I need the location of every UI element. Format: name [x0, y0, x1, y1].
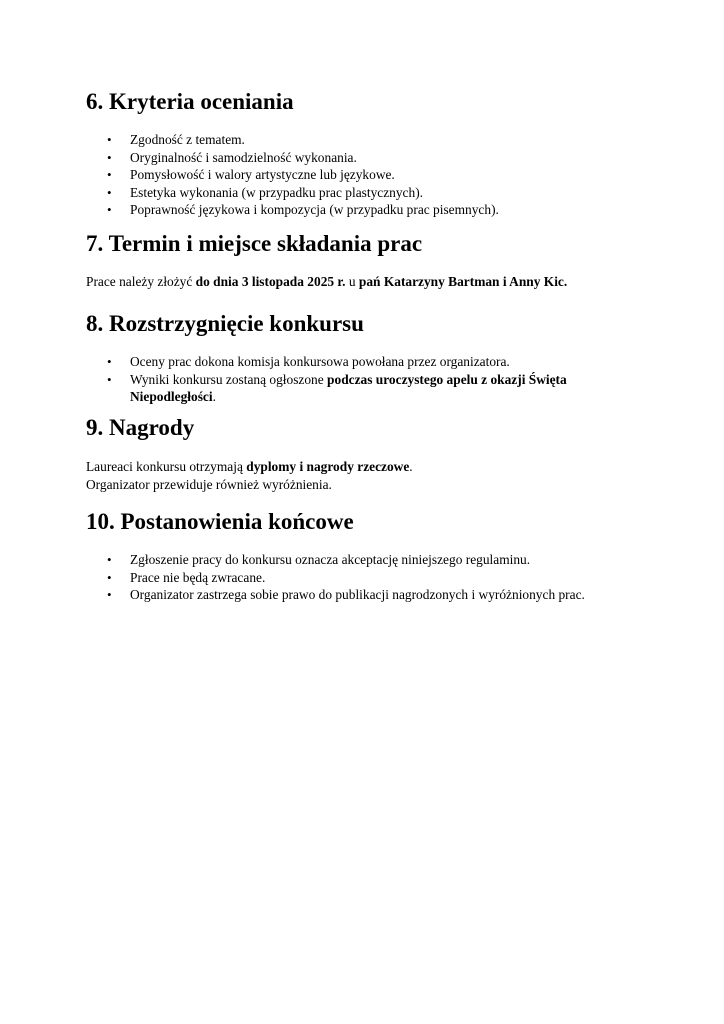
- text-span: .: [212, 389, 216, 404]
- section-heading: 7. Termin i miejsce składania prac: [86, 231, 423, 256]
- deadline-paragraph: [86, 273, 646, 291]
- section-final-provisions: [86, 508, 646, 604]
- prizes-highlight: dyplomy i nagrody rzeczowe: [246, 459, 410, 474]
- list-item: • Oryginalność i samodzielność wykonania.: [86, 149, 646, 167]
- list-item: • Prace nie będą zwracane.: [86, 569, 646, 587]
- prizes-line: [86, 458, 646, 476]
- list-item: • Zgłoszenie pracy do konkursu oznacza akceptację niniejszego regulaminu.: [86, 551, 646, 569]
- text-span: Wyniki konkursu zostaną ogłoszone: [130, 371, 328, 387]
- section-heading: 10. Postanowienia końcowe: [86, 509, 354, 534]
- announcement-event: podczas uroczystego apelu z okazji Święta Niepodległości: [130, 371, 567, 404]
- section-heading: 9. Nagrody: [86, 415, 195, 440]
- section-results: [86, 310, 646, 406]
- text-span: Prace należy złożyć: [86, 274, 196, 289]
- list-item: • Estetyka wykonania (w przypadku prac plastycznych).: [86, 184, 646, 202]
- section-heading: 6. Kryteria oceniania: [86, 89, 294, 114]
- recipient-names: pań Katarzyny Bartman i Anny Kic.: [358, 274, 568, 289]
- provisions-list: [86, 551, 646, 604]
- section-prizes: [86, 414, 646, 493]
- section-heading: 8. Rozstrzygnięcie konkursu: [86, 311, 364, 336]
- deadline-date: do dnia 3 listopada 2025 r.: [195, 274, 346, 289]
- text-span: u: [345, 274, 359, 289]
- distinctions-line: Organizator przewiduje również wyróżnienia.: [86, 476, 332, 492]
- text-span: Laureaci konkursu otrzymają: [86, 459, 247, 474]
- list-item: • Zgodność z tematem.: [86, 131, 646, 149]
- prizes-body: [86, 458, 646, 493]
- section-criteria: [86, 88, 646, 219]
- list-item: [86, 371, 580, 406]
- list-item: • Oceny prac dokona komisja konkursowa powołana przez organizatora.: [86, 353, 580, 371]
- list-item: • Organizator zastrzega sobie prawo do publikacji nagrodzonych i wyróżnionych prac.: [86, 586, 646, 604]
- criteria-list: [86, 131, 646, 219]
- list-item: • Pomysłowość i walory artystyczne lub językowe.: [86, 166, 646, 184]
- results-list: [86, 353, 646, 406]
- list-item: • Poprawność językowa i kompozycja (w przypadku prac pisemnych).: [86, 201, 646, 219]
- section-deadline: [86, 230, 646, 291]
- text-span: .: [409, 459, 413, 474]
